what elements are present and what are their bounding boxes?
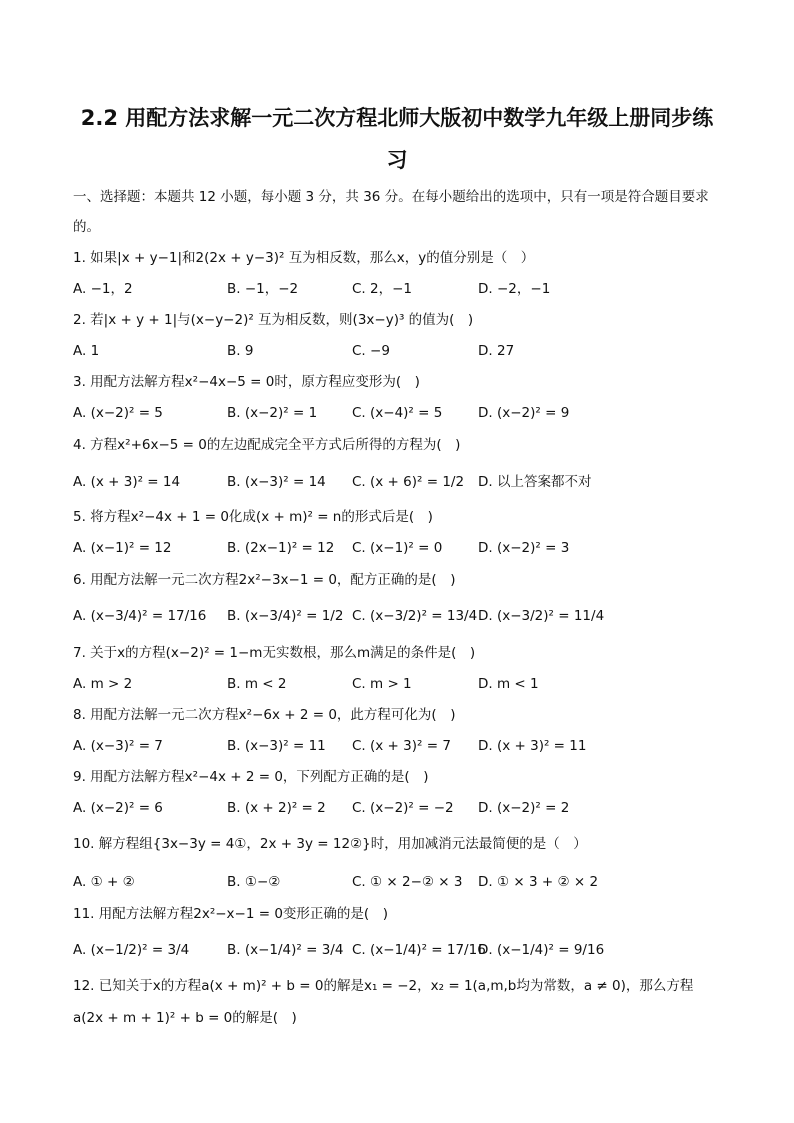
- question-3-option-a: A. (x−2)² = 5: [73, 405, 163, 421]
- question-9-option-b: B. (x + 2)² = 2: [227, 800, 326, 816]
- question-3-stem: 3. 用配方法解方程x²−4x−5 = 0时，原方程应变形为( ): [73, 374, 420, 390]
- question-4-stem: 4. 方程x²+6x−5 = 0的左边配成完全平方式后所得的方程为( ): [73, 437, 461, 453]
- question-6-option-a: A. (x−3/4)² = 17/16: [73, 608, 207, 624]
- question-2-option-b: B. 9: [227, 343, 254, 359]
- question-9-option-a: A. (x−2)² = 6: [73, 800, 163, 816]
- question-12-stem-continued: a(2x + m + 1)² + b = 0的解是( ): [73, 1010, 297, 1026]
- question-1-option-d: D. −2，−1: [478, 281, 551, 297]
- question-8-option-c: C. (x + 3)² = 7: [352, 738, 451, 754]
- question-10-option-a: A. ① + ②: [73, 874, 135, 890]
- question-4-option-a: A. (x + 3)² = 14: [73, 474, 181, 490]
- question-3-option-d: D. (x−2)² = 9: [478, 405, 570, 421]
- question-4-option-c: C. (x + 6)² = 1/2: [352, 474, 465, 490]
- question-6-option-c: C. (x−3/2)² = 13/4: [352, 608, 478, 624]
- question-4-option-b: B. (x−3)² = 14: [227, 474, 326, 490]
- page-title: 2.2 用配方法求解一元二次方程北师大版初中数学九年级上册同步练: [80, 106, 714, 130]
- question-1-option-c: C. 2，−1: [352, 281, 412, 297]
- question-8-stem: 8. 用配方法解一元二次方程x²−6x + 2 = 0，此方程可化为( ): [73, 707, 456, 723]
- question-9-option-c: C. (x−2)² = −2: [352, 800, 454, 816]
- question-11-option-d: D. (x−1/4)² = 9/16: [478, 942, 605, 958]
- question-10-option-b: B. ①−②: [227, 874, 281, 890]
- question-9-stem: 9. 用配方法解方程x²−4x + 2 = 0，下列配方正确的是( ): [73, 769, 429, 785]
- question-1-option-b: B. −1，−2: [227, 281, 299, 297]
- question-5-option-c: C. (x−1)² = 0: [352, 540, 443, 556]
- question-5-stem: 5. 将方程x²−4x + 1 = 0化成(x + m)² = n的形式后是( ): [73, 509, 433, 525]
- page-title-continued: 习: [386, 148, 408, 172]
- question-2-option-c: C. −9: [352, 343, 390, 359]
- question-8-option-a: A. (x−3)² = 7: [73, 738, 163, 754]
- question-8-option-b: B. (x−3)² = 11: [227, 738, 326, 754]
- question-1-option-a: A. −1，2: [73, 281, 133, 297]
- question-6-stem: 6. 用配方法解一元二次方程2x²−3x−1 = 0，配方正确的是( ): [73, 572, 456, 588]
- question-2-stem: 2. 若|x + y + 1|与(x−y−2)² 互为相反数，则(3x−y)³ 的值为( ): [73, 312, 474, 328]
- question-2-option-a: A. 1: [73, 343, 100, 359]
- question-4-option-d: D. 以上答案都不对: [478, 474, 592, 490]
- question-2-option-d: D. 27: [478, 343, 515, 359]
- question-3-option-c: C. (x−4)² = 5: [352, 405, 443, 421]
- section-instructions: 一、选择题：本题共 12 小题，每小题 3 分，共 36 分。在每小题给出的选项中，只有一项是符合题目要求: [73, 189, 709, 205]
- question-5-option-a: A. (x−1)² = 12: [73, 540, 172, 556]
- question-5-option-d: D. (x−2)² = 3: [478, 540, 570, 556]
- question-11-option-c: C. (x−1/4)² = 17/16: [352, 942, 486, 958]
- question-3-option-b: B. (x−2)² = 1: [227, 405, 318, 421]
- question-7-option-d: D. m < 1: [478, 676, 539, 692]
- question-10-stem: 10. 解方程组{3x−3y = 4①，2x + 3y = 12②}时，用加减消元法最简便的是（ ）: [73, 836, 587, 852]
- question-7-option-c: C. m > 1: [352, 676, 412, 692]
- question-11-option-b: B. (x−1/4)² = 3/4: [227, 942, 344, 958]
- section-instructions-continued: 的。: [73, 219, 100, 235]
- question-8-option-d: D. (x + 3)² = 11: [478, 738, 587, 754]
- question-11-stem: 11. 用配方法解方程2x²−x−1 = 0变形正确的是( ): [73, 906, 388, 922]
- question-11-option-a: A. (x−1/2)² = 3/4: [73, 942, 190, 958]
- question-7-option-b: B. m < 2: [227, 676, 287, 692]
- question-12-stem: 12. 已知关于x的方程a(x + m)² + b = 0的解是x₁ = −2，x₂ = 1(a,m,b均为常数，a ≠ 0)，那么方程: [73, 978, 694, 994]
- question-7-option-a: A. m > 2: [73, 676, 133, 692]
- question-6-option-d: D. (x−3/2)² = 11/4: [478, 608, 605, 624]
- question-1-stem: 1. 如果|x + y−1|和2(2x + y−3)² 互为相反数，那么x，y的值分别是（ ）: [73, 250, 535, 266]
- question-7-stem: 7. 关于x的方程(x−2)² = 1−m无实数根，那么m满足的条件是( ): [73, 645, 476, 661]
- question-9-option-d: D. (x−2)² = 2: [478, 800, 570, 816]
- question-5-option-b: B. (2x−1)² = 12: [227, 540, 335, 556]
- question-10-option-d: D. ① × 3 + ② × 2: [478, 874, 599, 890]
- question-10-option-c: C. ① × 2−② × 3: [352, 874, 463, 890]
- question-6-option-b: B. (x−3/4)² = 1/2: [227, 608, 344, 624]
